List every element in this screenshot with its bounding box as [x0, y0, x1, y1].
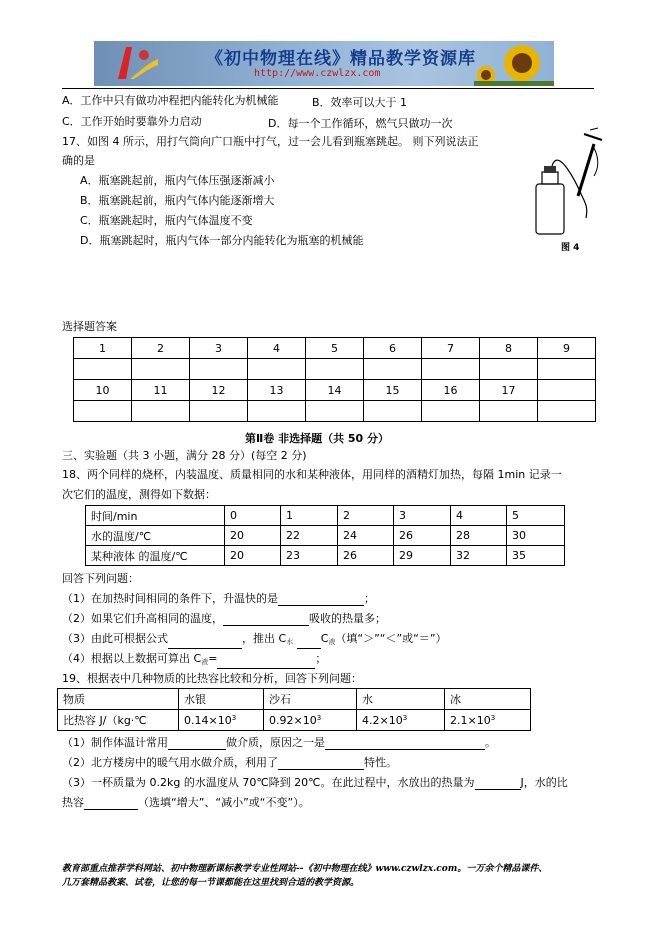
exponent: 3: [402, 713, 408, 722]
answer-number: [538, 380, 596, 401]
answer-number: 15: [364, 380, 422, 401]
answer-cell[interactable]: [190, 359, 248, 380]
q18-sub3: [62, 632, 447, 649]
table-cell: 2: [338, 506, 394, 526]
q18-sub3-c: C: [320, 632, 329, 645]
answer-number: 13: [248, 380, 306, 401]
q16-option-a: A．工作中只有做功冲程把内能转化为机械能: [62, 94, 279, 107]
answer-blank[interactable]: [168, 738, 226, 750]
footer-line-1: 教育部重点推荐学科网站、初中物理新课标教学专业性网站--《初中物理在线》www.czwlzx.com。一万余个精品课件、: [62, 864, 548, 874]
answer-blank[interactable]: [168, 637, 242, 649]
table-cell: 22: [281, 526, 338, 546]
q18-answer-prompt: 回答下列问题：: [62, 572, 139, 585]
q19-sub3-text-2: 热容: [62, 796, 84, 809]
table-header-row: [86, 506, 565, 526]
table-cell: 35: [507, 546, 565, 566]
table-cell: 30: [507, 526, 565, 546]
answer-number: 8: [480, 338, 538, 359]
answer-blank[interactable]: [278, 758, 364, 770]
section-2-title: 第Ⅱ卷 非选择题（共 50 分）: [245, 432, 390, 445]
q19-sub3-unit: J，水的比: [520, 776, 568, 789]
q18-sub4-text: （4）根据以上数据可算出 C: [62, 652, 202, 665]
q19-sub2-end: 特性。: [364, 756, 397, 769]
value-water: 4.2×10: [362, 713, 403, 727]
value-mercury: 0.14×10: [184, 713, 232, 727]
table-cell: [264, 710, 357, 731]
answer-cell[interactable]: [132, 359, 190, 380]
q16-option-c: C．工作开始时要靠外力启动: [62, 115, 202, 128]
table-cell: 28: [451, 526, 507, 546]
table-header-row: [58, 689, 531, 710]
header-banner: [94, 41, 554, 86]
answer-table-label: 选择题答案: [62, 320, 117, 333]
answer-number: 6: [364, 338, 422, 359]
answer-cell[interactable]: [480, 401, 538, 422]
answer-blanks-row-2: [74, 401, 596, 422]
footer-line-2: 几万套精品教案、试卷，让您的每一节课都能在这里找到合适的教学资源。: [62, 878, 360, 888]
answer-cell[interactable]: [74, 359, 132, 380]
q19-sub3-cont: [62, 796, 310, 810]
value-sand: 0.92×10: [269, 713, 317, 727]
answer-cell[interactable]: [306, 359, 364, 380]
q18-sub3-text: （3）由此可根据公式: [62, 632, 168, 645]
answer-blank[interactable]: [84, 798, 138, 810]
table-cell: 水: [357, 689, 445, 710]
answer-cell[interactable]: [306, 401, 364, 422]
exponent: 3: [490, 713, 496, 722]
table-cell: 3: [394, 506, 451, 526]
answer-number: 2: [132, 338, 190, 359]
q18-sub3-hint: （填“＞”“＜”或“＝”）: [335, 632, 447, 645]
table-cell: 32: [451, 546, 507, 566]
answer-cell[interactable]: [480, 359, 538, 380]
table-cell: 4: [451, 506, 507, 526]
table-row-liquid: [86, 546, 565, 566]
banner-url[interactable]: http://www.czwlzx.com: [254, 68, 381, 79]
answer-number: 17: [480, 380, 538, 401]
answer-cell[interactable]: [132, 401, 190, 422]
section-3-title: 三、实验题（共 3 小题，满分 28 分）(每空 2 分): [62, 449, 307, 462]
figure-4-label: 图 4: [561, 243, 580, 253]
table-cell: 29: [394, 546, 451, 566]
table-cell: 比热容 J/（kg·℃: [58, 710, 179, 731]
table-cell: 20: [225, 546, 281, 566]
table-cell: 沙石: [264, 689, 357, 710]
answer-cell[interactable]: [422, 401, 480, 422]
q17-option-b: B．瓶塞跳起前，瓶内气体内能逐渐增大: [80, 194, 275, 207]
exponent: 3: [316, 713, 322, 722]
q18-sub1-end: ；: [364, 592, 375, 605]
q17-stem-cont: 确的是: [62, 154, 95, 167]
table-cell: 23: [281, 546, 338, 566]
answer-cell[interactable]: [248, 359, 306, 380]
q19-sub1-text-mid: 做介质，原因之一是: [226, 736, 325, 749]
table-cell: 1: [281, 506, 338, 526]
answer-cell[interactable]: [248, 401, 306, 422]
q18-sub1-text: （1）在加热时间相同的条件下，升温快的是: [62, 592, 278, 605]
subscript-liquid: 液: [328, 638, 336, 646]
answer-blanks-row-1: [74, 359, 596, 380]
answer-blank[interactable]: [475, 778, 521, 790]
sunflower-image: [474, 41, 554, 86]
table-cell: 水银: [179, 689, 264, 710]
answer-blank[interactable]: [223, 614, 309, 626]
q17-option-d: D．瓶塞跳起时，瓶内气体一部分内能转化为瓶塞的机械能: [80, 234, 364, 247]
value-ice: 2.1×10: [450, 713, 491, 727]
q16-option-d: D．每一个工作循环，燃气只做功一次: [268, 117, 453, 130]
table-cell: [179, 710, 264, 731]
table-cell: 5: [507, 506, 565, 526]
answer-number: 11: [132, 380, 190, 401]
answer-cell[interactable]: [74, 401, 132, 422]
bottle-pump-figure: [528, 126, 608, 246]
table-cell: 26: [338, 546, 394, 566]
table-cell: 水的温度/℃: [86, 526, 225, 546]
q16-option-b: B．效率可以大于 1: [312, 96, 408, 109]
subscript-water: 水: [286, 638, 294, 646]
q19-sub3-hint: （选填“增大”、“减小”或“不变”）。: [138, 796, 310, 809]
answer-number: 9: [538, 338, 596, 359]
answer-number: 14: [306, 380, 364, 401]
page-footer: [62, 862, 602, 890]
answer-blank[interactable]: [325, 738, 485, 750]
answer-number: 5: [306, 338, 364, 359]
q18-sub2-text: （2）如果它们升高相同的温度，: [62, 612, 223, 625]
header-divider: [62, 88, 594, 89]
answer-cell[interactable]: [364, 401, 422, 422]
answer-number: 3: [190, 338, 248, 359]
q18-stem: 18、两个同样的烧杯，内装温度、质量相同的水和某种液体，用同样的酒精灯加热，每隔 1min 记录一: [62, 468, 562, 481]
q18-sub4: [62, 652, 326, 669]
q19-stem: 19、根据表中几种物质的比热容比较和分析，回答下列问题：: [62, 672, 362, 685]
table-row-specific-heat: [58, 710, 531, 731]
q18-sub1: [62, 592, 375, 606]
table-cell: 24: [338, 526, 394, 546]
q19-specific-heat-table: [57, 688, 531, 731]
table-cell: 20: [225, 526, 281, 546]
answer-cell[interactable]: [422, 359, 480, 380]
table-cell: [445, 710, 531, 731]
q17-stem: 17、如图 4 所示，用打气筒向广口瓶中打气，过一会儿看到瓶塞跳起。 则下列说法正: [62, 135, 479, 148]
table-row-water: [86, 526, 565, 546]
answer-number: 12: [190, 380, 248, 401]
answer-cell[interactable]: [190, 401, 248, 422]
q19-sub3: [62, 776, 568, 790]
answer-numbers-row-2: [74, 380, 596, 401]
q17-option-c: C．瓶塞跳起时，瓶内气体温度不变: [80, 214, 253, 227]
table-cell: 0: [225, 506, 281, 526]
q19-sub1-end: 。: [485, 736, 496, 749]
q18-sub2: [62, 612, 386, 626]
banner-title: 《初中物理在线》精品教学资源库: [206, 49, 476, 69]
answer-cell[interactable]: [364, 359, 422, 380]
q18-sub3-derive: ，推出 C: [242, 632, 287, 645]
q18-sub4-equals: =: [208, 652, 218, 665]
answer-number: 1: [74, 338, 132, 359]
q19-sub2-text: （2）北方楼房中的暖气用水做介质，利用了: [62, 756, 278, 769]
exponent: 3: [231, 713, 237, 722]
answer-number: 10: [74, 380, 132, 401]
q18-sub4-end: ；: [315, 652, 327, 665]
table-cell: [357, 710, 445, 731]
table-cell: 冰: [445, 689, 531, 710]
table-cell: 物质: [58, 689, 179, 710]
q19-sub1-text: （1）制作体温计常用: [62, 736, 168, 749]
answer-blank[interactable]: [278, 594, 364, 606]
table-cell: 时间/min: [86, 506, 225, 526]
q19-sub2: [62, 756, 397, 770]
answer-number: 4: [248, 338, 306, 359]
table-cell: 26: [394, 526, 451, 546]
answer-table: [73, 337, 596, 422]
q19-sub1: [62, 736, 496, 750]
answer-numbers-row-1: [74, 338, 596, 359]
subscript-liquid: 液: [201, 658, 209, 666]
answer-blank[interactable]: [297, 637, 321, 649]
answer-blank[interactable]: [217, 657, 315, 669]
site-logo: [104, 41, 164, 86]
answer-number: 7: [422, 338, 480, 359]
q19-sub3-text: （3）一杯质量为 0.2kg 的水温度从 70℃降到 20℃。在此过程中，水放出的热量为: [62, 776, 475, 789]
answer-cell[interactable]: [538, 401, 596, 422]
answer-cell[interactable]: [538, 359, 596, 380]
table-cell: 某种液体 的温度/℃: [86, 546, 225, 566]
q18-sub2-text-end: 吸收的热量多；: [309, 612, 386, 625]
q18-data-table: [85, 505, 565, 566]
q17-option-a: A．瓶塞跳起前，瓶内气体压强逐渐减小: [80, 174, 275, 187]
q18-stem-cont: 次它们的温度，测得如下数据：: [62, 488, 216, 501]
answer-number: 16: [422, 380, 480, 401]
